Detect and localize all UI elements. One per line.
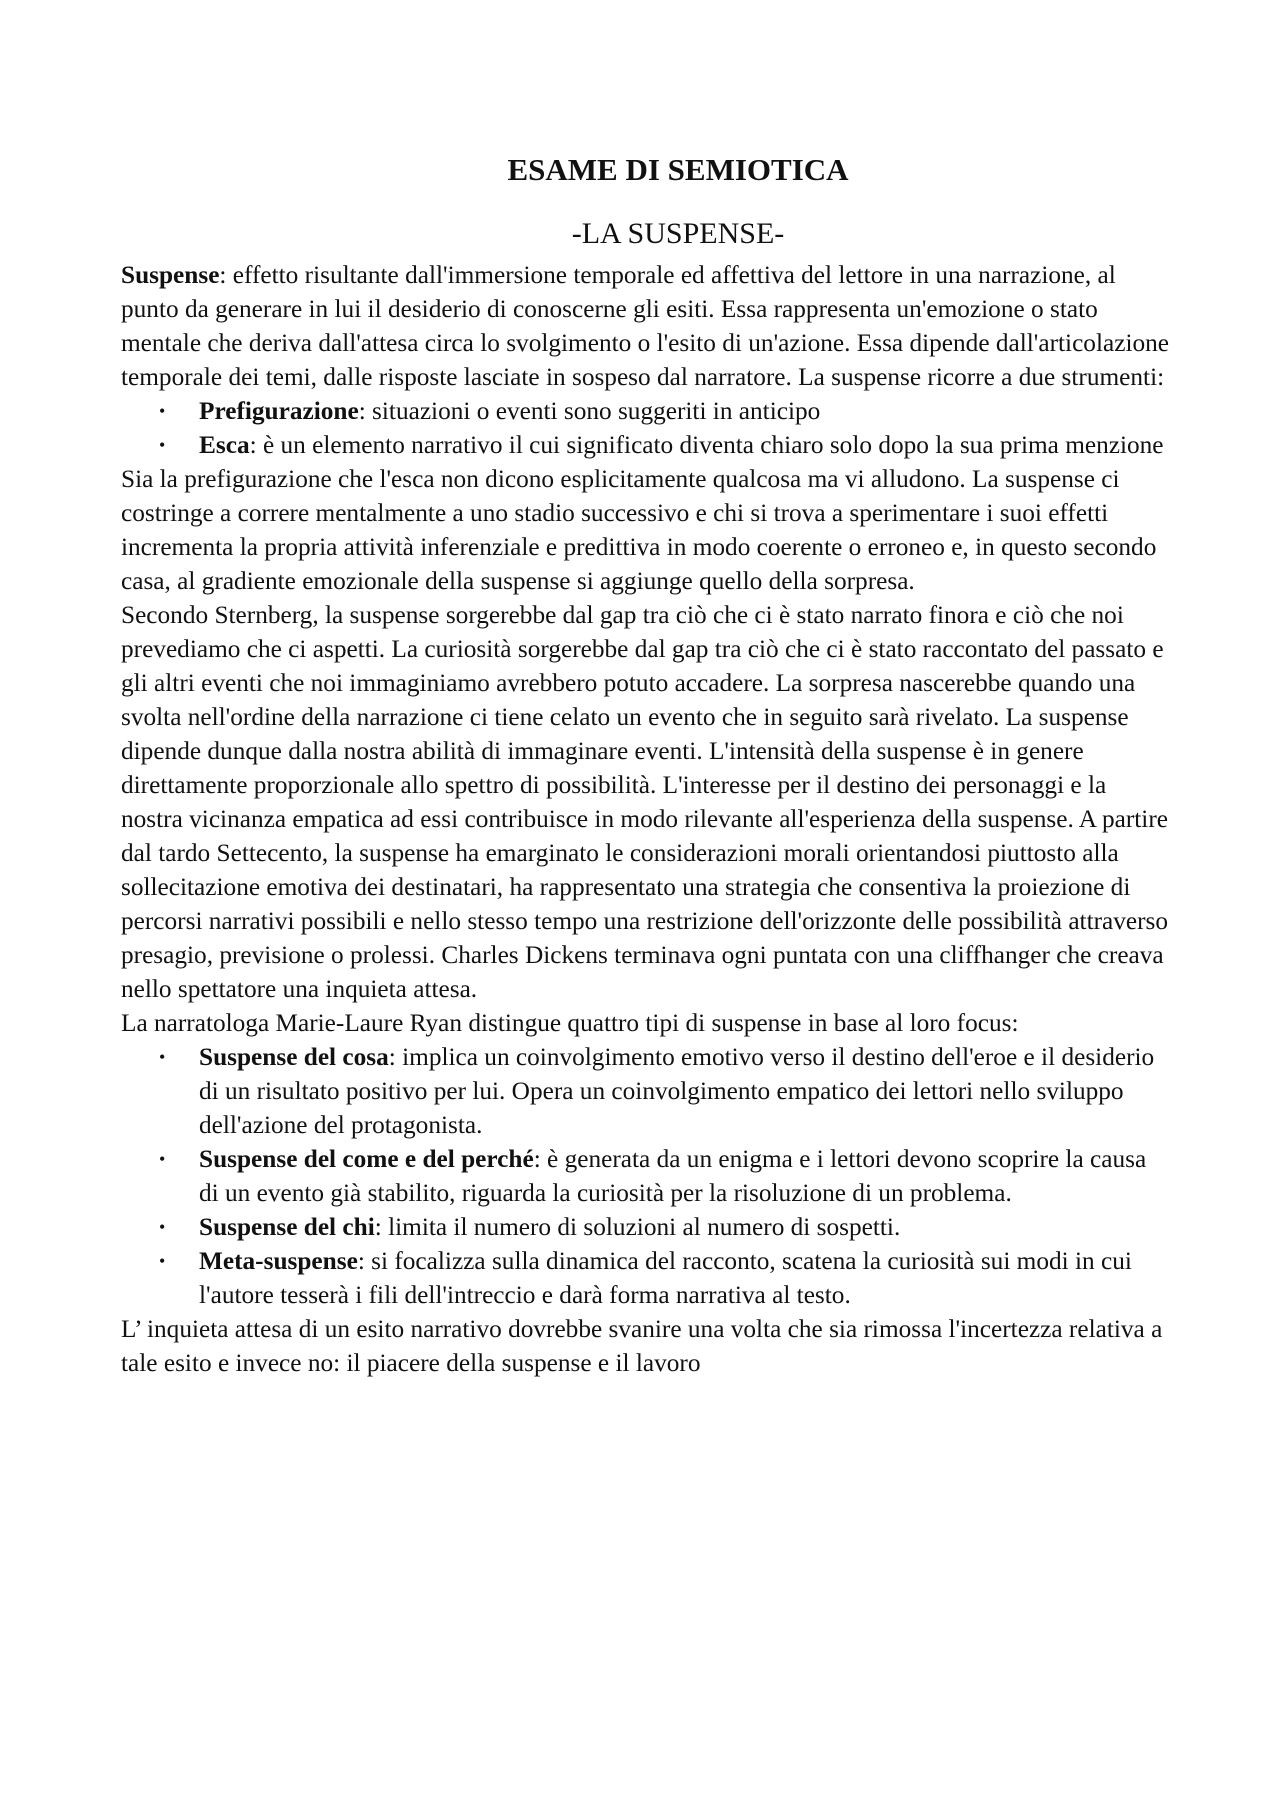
type-text: : limita il numero di soluzioni al numero di sospetti.: [374, 1213, 901, 1241]
type-term: Suspense del come e del perché: [199, 1145, 534, 1173]
list-item: [199, 1210, 1171, 1244]
type-text: : implica un coinvolgimento emotivo verso il destino dell'eroe e il desiderio di un risultato positivo per lui. Opera un coinvolgimento empatico dei lettori nello sviluppo dell'azione del protagonista.: [199, 1043, 1155, 1139]
body-paragraph: Sia la prefigurazione che l'esca non dicono esplicitamente qualcosa ma vi alludono. La suspense ci costringe a correre mentalmente a uno stadio successivo e chi si trova a sperimentare i suoi effetti incrementa la propria attività inferenziale e predittiva in modo coerente o erroneo e, in questo secondo casa, al gradiente emozionale della suspense si aggiunge quello della sorpresa.: [121, 465, 1157, 595]
list-item: [199, 1142, 1171, 1210]
types-list: [121, 1040, 1171, 1312]
document-title: ESAME DI SEMIOTICA: [507, 152, 849, 187]
intro-term: Suspense: [121, 261, 220, 289]
type-term: Suspense del cosa: [199, 1043, 389, 1071]
tool-term: Prefigurazione: [199, 397, 359, 425]
type-text: : si focalizza sulla dinamica del racconto, scatena la curiosità sui modi in cui l'autore tesserà i fili dell'intreccio e darà forma narrativa al testo.: [199, 1247, 1132, 1309]
body-paragraph: La narratologa Marie-Laure Ryan distingue quattro tipi di suspense in base al loro focus:: [121, 1009, 1019, 1037]
list-item: [199, 1244, 1171, 1312]
tool-term: Esca: [199, 431, 250, 459]
tool-text: : è un elemento narrativo il cui significato diventa chiaro solo dopo la sua prima menzione: [249, 431, 1164, 459]
tools-list: [121, 394, 1171, 462]
document-page: [121, 150, 1171, 1380]
list-item: [199, 394, 1171, 428]
body-paragraph: Secondo Sternberg, la suspense sorgerebbe dal gap tra ciò che ci è stato narrato finora e ciò che noi prevediamo che ci aspetti. La curiosità sorgerebbe dal gap tra ciò che ci è stato raccontato del passato e gli altri eventi che noi immaginiamo avrebbero potuto accadere. La sorpresa nascerebbe quando una svolta nell'ordine della narrazione ci tiene celato un evento che in seguito sarà rivelato. La suspense dipende dunque dalla nostra abilità di immaginare eventi. L'intensità della suspense è in genere direttamente proporzionale allo spettro di possibilità. L'interesse per il destino dei personaggi e la nostra vicinanza empatica ad essi contribuisce in modo rilevante all'esperienza della suspense. A partire dal tardo Settecento, la suspense ha emarginato le considerazioni morali orientandosi piuttosto alla sollecitazione emotiva dei destinatari, ha rappresentato una strategia che consentiva la proiezione di percorsi narrativi possibili e nello stesso tempo una restrizione dell'orizzonte delle possibilità attraverso presagio, previsione o prolessi. Charles Dickens terminava ogni puntata con una cliffhanger che creava nello spettatore una inquieta attesa.: [121, 601, 1169, 1003]
body-paragraph: L’ inquieta attesa di un esito narrativo dovrebbe svanire una volta che sia rimossa l'incertezza relativa a tale esito e invece no: il piacere della suspense e il lavoro: [121, 1315, 1163, 1377]
intro-paragraph: [121, 258, 1171, 394]
type-term: Meta-suspense: [199, 1247, 358, 1275]
list-item: [199, 428, 1171, 462]
tool-text: : situazioni o eventi sono suggeriti in anticipo: [358, 397, 821, 425]
document-subtitle: -LA SUSPENSE-: [571, 217, 785, 250]
intro-text: : effetto risultante dall'immersione temporale ed affettiva del lettore in una narrazione, al punto da generare in lui il desiderio di conoscerne gli esiti. Essa rappresenta un'emozione o stato mentale che deriva dall'attesa circa lo svolgimento o l'esito di un'azione. Essa dipende dall'articolazione temporale dei temi, dalle risposte lasciate in sospeso dal narratore. La suspense ricorre a due strumenti:: [121, 261, 1169, 391]
list-item: [199, 1040, 1171, 1142]
type-text: : è generata da un enigma e i lettori devono scoprire la causa di un evento già stabilito, riguarda la curiosità per la risoluzione di un problema.: [199, 1145, 1147, 1207]
type-term: Suspense del chi: [199, 1213, 375, 1241]
